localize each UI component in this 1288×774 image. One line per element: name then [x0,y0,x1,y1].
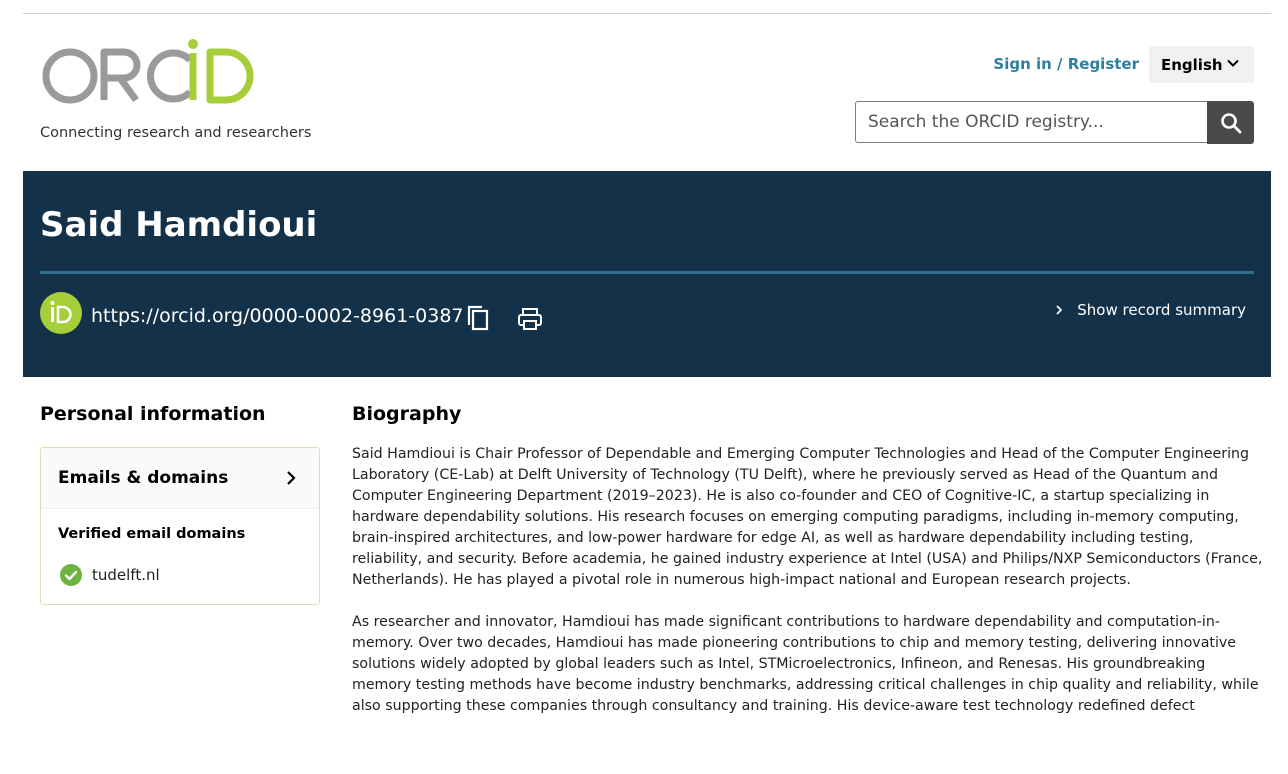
sign-in-register-link[interactable]: Sign in / Register [993,55,1139,73]
banner-divider [40,271,1254,274]
profile-name: Said Hamdioui [40,205,318,245]
search-icon [1220,112,1242,134]
personal-information-heading: Personal information [40,403,266,425]
print-icon[interactable] [517,307,543,331]
emails-domains-card [40,447,320,605]
verified-domain-item [60,564,160,586]
verified-email-domains-label: Verified email domains [58,526,246,542]
show-record-summary-button[interactable] [1053,301,1246,319]
domain-text: tudelft.nl [92,566,160,584]
biography-text [352,444,1264,738]
search-bar [855,101,1253,143]
top-divider [23,13,1271,14]
orcid-id-icon [40,292,82,334]
search-button[interactable] [1207,101,1254,144]
copy-icon[interactable] [466,305,492,333]
biography-paragraph: As researcher and innovator, Hamdioui has made significant contributions to hardware dependability and computation-in-memory. Over two decades, Hamdioui has made pioneering contributions to chip and memory testing, delivering innovative solutions widely adopted by global leaders such as Intel, STMicroelectronics, Infineon, and Renesas. His groundbreaking memory testing methods have become industry benchmarks, addressing critical challenges in chip quality and reliability, while also supporting these companies through consultancy and training. His device-aware test technology redefined defect [352,614,1259,714]
viewport-fade [0,720,1288,774]
chevron-right-icon [1053,304,1065,316]
language-label: English [1161,55,1223,74]
orcid-logo[interactable] [40,36,255,106]
tagline: Connecting research and researchers [40,125,312,141]
verified-check-icon [60,564,82,586]
show-record-summary-label: Show record summary [1077,301,1246,319]
orcid-url[interactable]: https://orcid.org/0000-0002-8961-0387 [91,305,464,327]
emails-domains-label: Emails & domains [58,468,229,488]
chevron-down-icon [1226,56,1240,70]
biography-paragraph: Said Hamdioui is Chair Professor of Dependable and Emerging Computer Technologies and Head of the Computer Engineering Laboratory (CE-Lab) at Delft University of Technology (TU Delft), where he previously served as Head of the Quantum and Computer Engineering Department (2019–2023). He is also co-founder and CEO of Cognitive-IC, a startup specializing in hardware dependability solutions. His research focuses on emerging computing paradigms, including in-memory computing, brain-inspired architectures, and low-power hardware for edge AI, as well as hardware dependability including testing, reliability, and security. Before academia, he gained industry experience at Intel (USA) and Philips/NXP Semiconductors (France, Netherlands). He has played a pivotal role in numerous high-impact national and European research projects. [352,446,1263,588]
biography-heading: Biography [352,403,462,425]
search-input[interactable] [855,101,1207,143]
language-selector[interactable] [1149,46,1254,83]
emails-domains-header[interactable] [41,448,319,509]
chevron-right-icon [285,470,297,486]
profile-banner [23,171,1271,377]
